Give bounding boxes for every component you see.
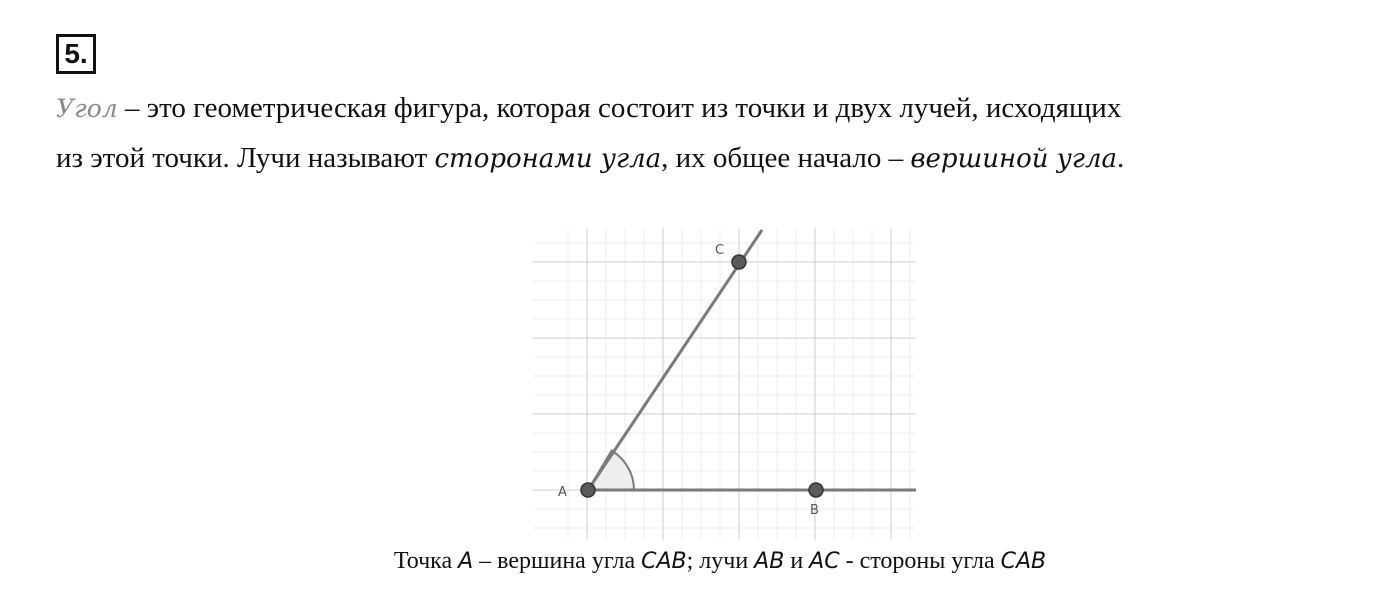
figure-caption [0, 548, 1400, 575]
definition-line-1 [56, 92, 1386, 125]
label-b: B [810, 503, 819, 518]
term-angle: Угол [56, 94, 118, 123]
definition-text-4: . [1117, 142, 1125, 174]
task-number: 5. [56, 34, 96, 74]
caption-var-ab: AB [754, 549, 785, 574]
caption-text-3: ; лучи [686, 548, 755, 574]
point-c [732, 255, 746, 269]
point-b [809, 483, 823, 497]
caption-var-cab: CAB [641, 549, 687, 574]
caption-var-cab-2: CAB [1000, 549, 1047, 574]
caption-text-4: и [784, 548, 810, 574]
label-c: C [715, 243, 725, 258]
definition-line-2 [56, 142, 1386, 175]
definition-text-3: , их общее начало – [661, 142, 911, 174]
caption-var-a: A [458, 549, 474, 574]
point-a [581, 483, 595, 497]
definition-text-1: – это геометрическая фигура, которая состоит из точки и двух лучей, исходящих [117, 92, 1122, 124]
term-vertex: вершиной угла [910, 144, 1118, 174]
angle-figure [532, 228, 916, 540]
definition-text-2: из этой точки. Лучи называют [56, 142, 435, 174]
caption-text-1: Точка [393, 548, 459, 574]
caption-text-2: – вершина угла [473, 548, 642, 574]
caption-var-ac: AC [809, 549, 840, 574]
label-a: A [558, 485, 567, 500]
caption-text-5: - стороны угла [839, 548, 1001, 574]
term-sides: сторонами угла [434, 144, 662, 174]
